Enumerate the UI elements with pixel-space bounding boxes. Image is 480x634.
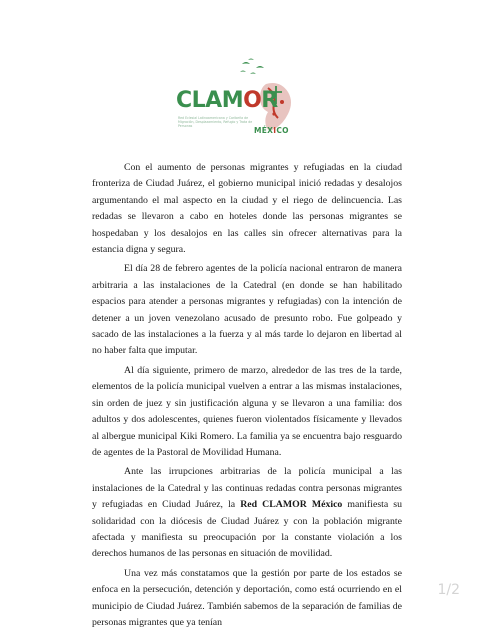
clamor-logo bbox=[170, 58, 310, 136]
logo-subtitle: Red Eclesial Latinoamericana y Caribeña de Migración, Desplazamiento, Refugio y Trata de Personas bbox=[178, 116, 253, 128]
logo-word-part: CLAM bbox=[176, 88, 244, 113]
paragraph: Al día siguiente, primero de marzo, alrededor de las tres de la tarde, elementos de la policía municipal vuelven a entrar a las mismas instalaciones, sin orden de juez y sin justificación alguna y se llevaron a una familia: dos adultos y dos adolescentes, quienes fueron violentados físicamente y llevados al albergue municipal Kiki Romero. La familia ya se encuentra bajo resguardo de agentes de la Pastoral de Movilidad Humana. bbox=[92, 364, 402, 458]
paragraph: Con el aumento de personas migrantes y refugiadas en la ciudad fronteriza de Ciudad Juárez, el gobierno municipal inició redadas y desalojos argumentando el mal aspecto en la ciudad y el riego de delincuencia. Las redadas se llevaron a cabo en hoteles donde las personas migrantes se hospedaban y los desalojos en las calles sin ofrecer alternativas para la estancia digna y segura. bbox=[92, 162, 402, 256]
org-name-bold: Red CLAMOR México bbox=[240, 499, 343, 511]
logo-country-part: MÉX bbox=[254, 126, 274, 135]
paragraph-text: manifiesta su solidaridad con la diócesis de Ciudad Juárez y con la población migrante afectada y manifiesta su preocupación por la constante violación a los derechos humanos de las personas en situación de movilidad. bbox=[92, 499, 402, 560]
logo-country-part: CO bbox=[276, 126, 289, 135]
paragraph: El día 28 de febrero agentes de la policía nacional entraron de manera arbitraria a las instalaciones de la Catedral (en donde se han habilitado espacios para atender a personas migrantes y refugiadas) con la intención de detener a un joven venezolano acusado de presunto robo. Fue golpeado y sacado de las instalaciones a la fuerza y al más tarde lo dejaron en libertad al no haber falta que imputar. bbox=[92, 263, 402, 357]
logo-country bbox=[254, 126, 289, 135]
page-number: 1/2 bbox=[437, 582, 460, 598]
paragraph bbox=[92, 464, 402, 562]
logo-wordmark bbox=[176, 90, 278, 112]
logo-country-part: I bbox=[273, 126, 277, 135]
paragraph: Una vez más constatamos que la gestión por parte de los estados se enfoca en la persecución, detención y deportación, como está ocurriendo en el municipio de Ciudad Juárez. También sabemos de la separación de familias de personas migrantes que ya tenían bbox=[92, 567, 402, 628]
logo-word-part: R bbox=[261, 88, 278, 113]
document-body bbox=[92, 160, 402, 634]
paragraph-text: Ante las irrupciones arbitrarias de la policía municipal a las instalaciones de la Catedral y las continuas redadas contra personas migrantes y refugiadas en Ciudad Juárez, la bbox=[92, 466, 402, 511]
logo-word-part: O bbox=[243, 88, 262, 113]
